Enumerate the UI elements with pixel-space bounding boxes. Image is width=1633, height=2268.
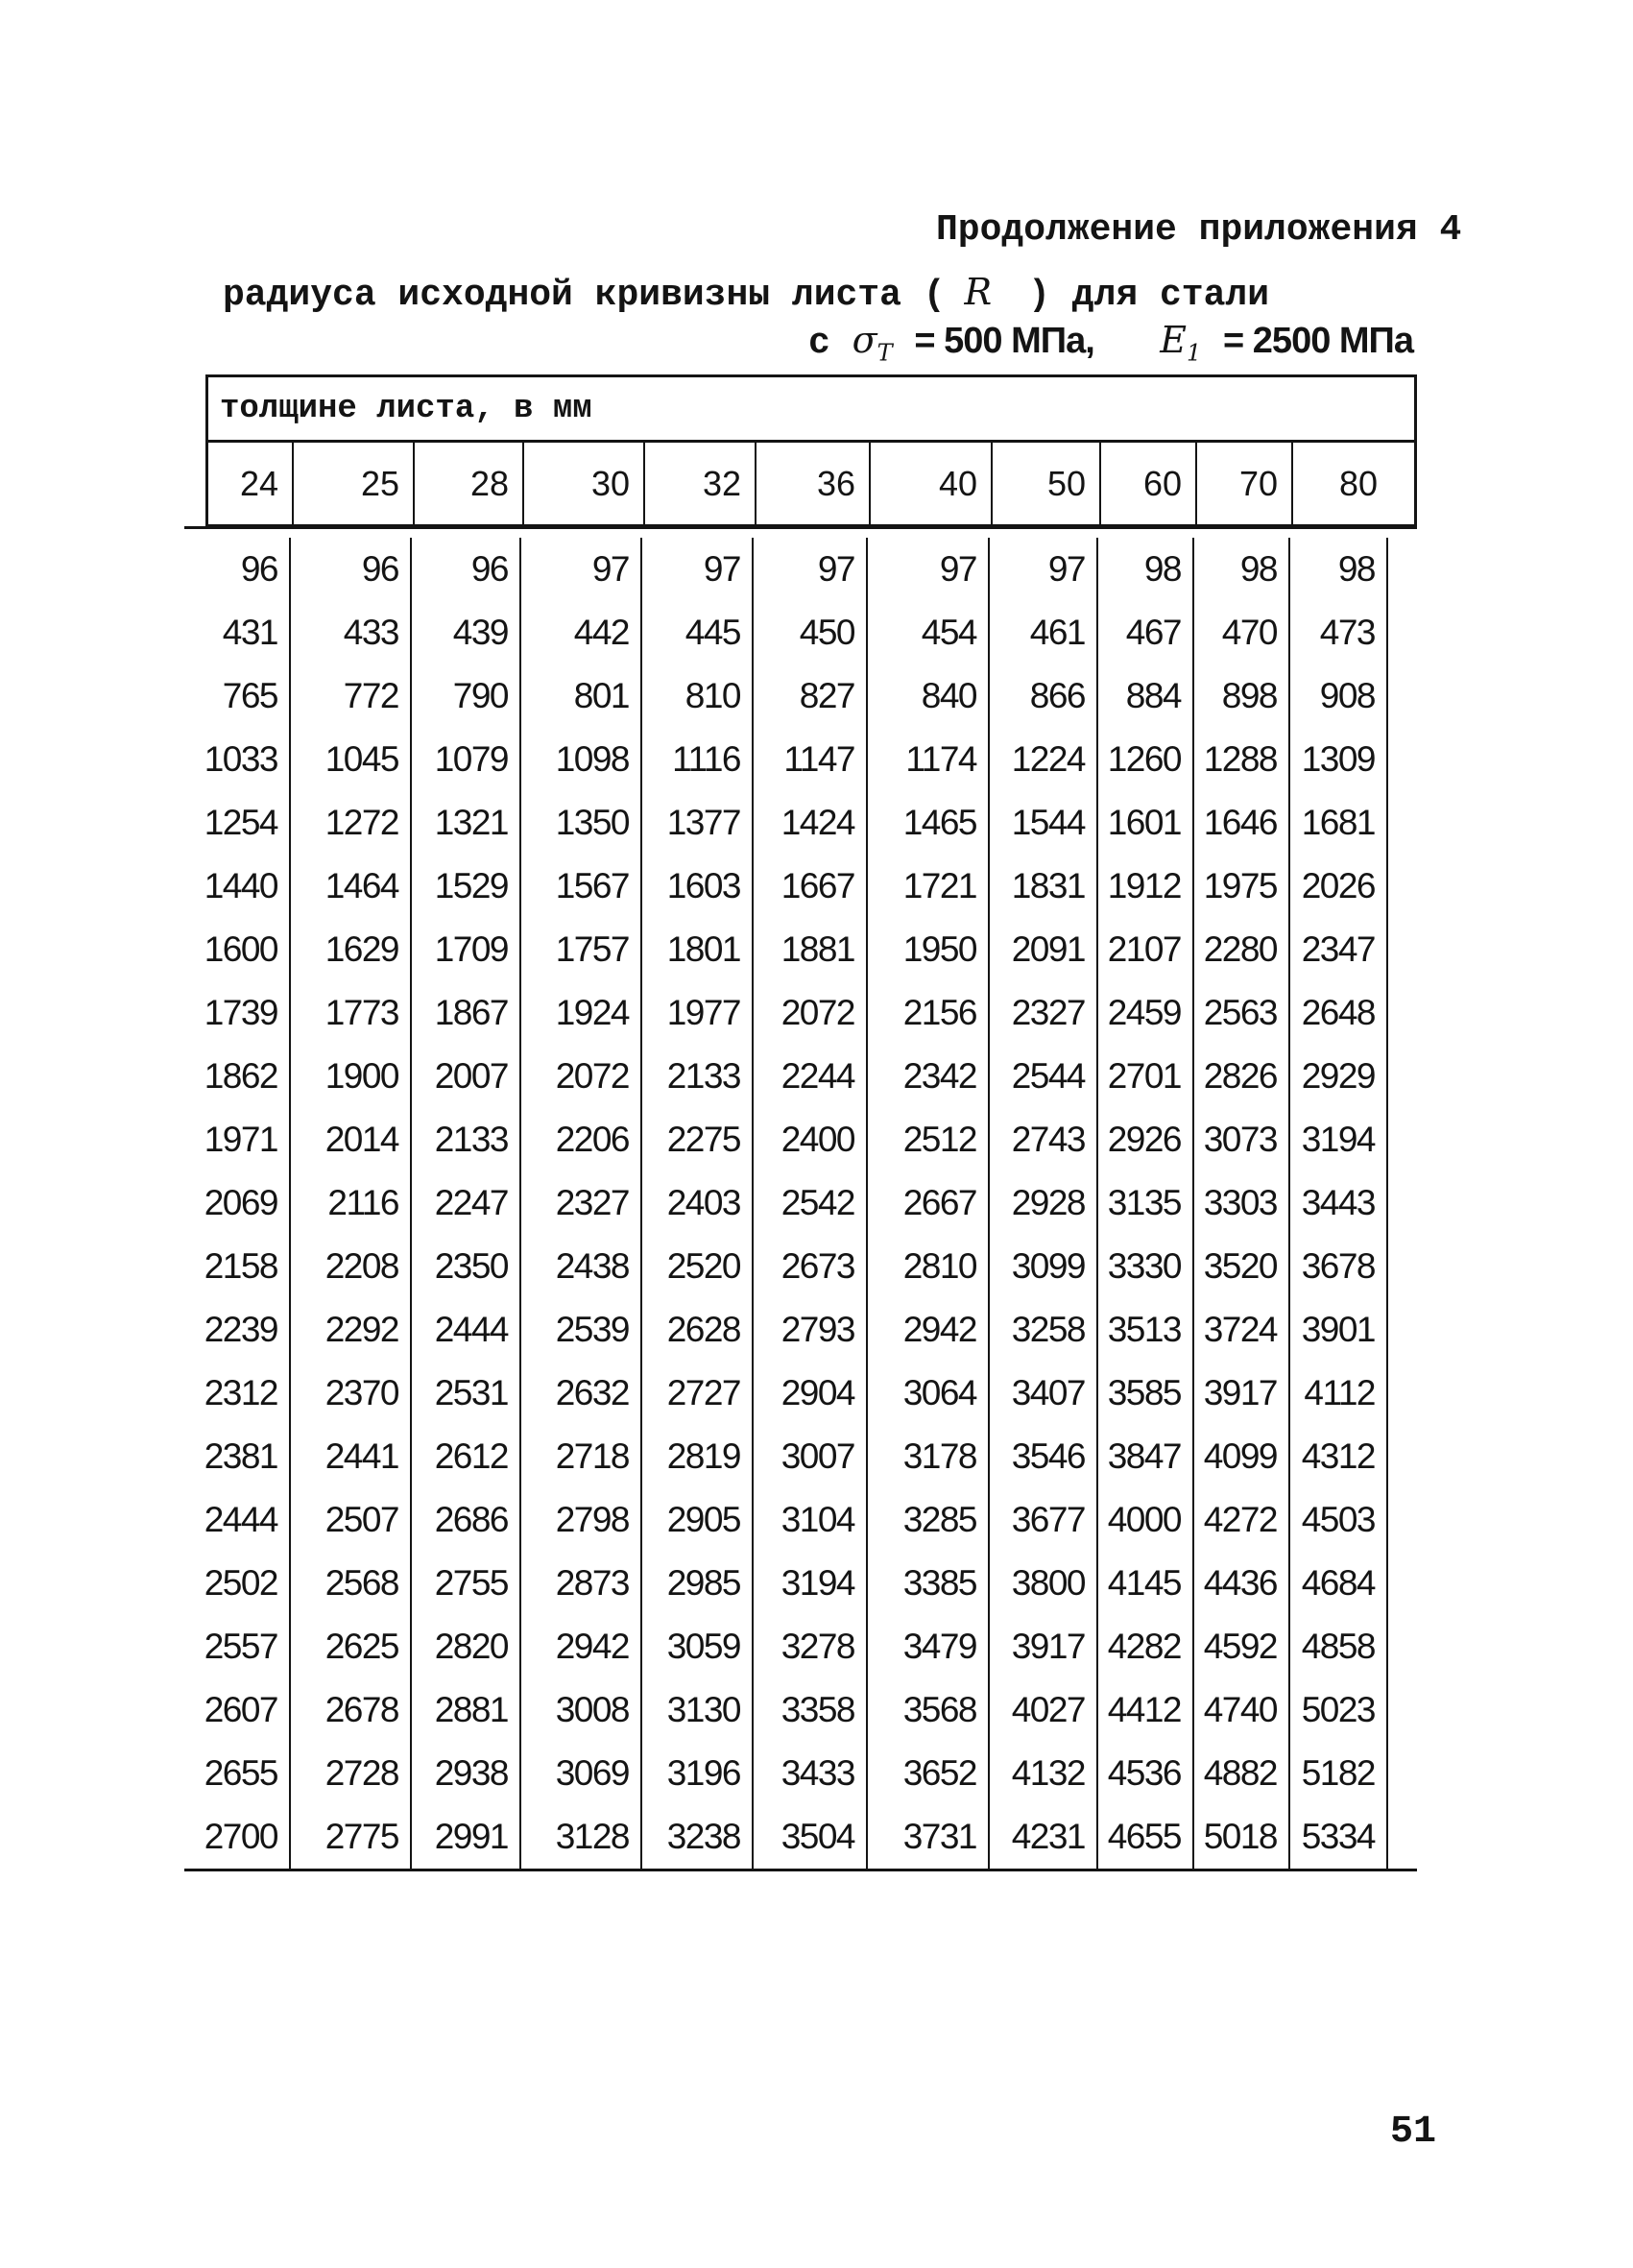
table-cell: 2292: [291, 1298, 412, 1362]
table-cell: 790: [412, 664, 521, 728]
table-cell: 4231: [990, 1805, 1098, 1869]
table-cell: 2444: [184, 1488, 291, 1552]
table-cell: 5018: [1194, 1805, 1290, 1869]
table-cell: 2728: [291, 1742, 412, 1805]
table-cell: 1440: [184, 855, 291, 918]
table-cell: 898: [1194, 664, 1290, 728]
table-cell: 1721: [868, 855, 990, 918]
column-header: 80: [1338, 463, 1378, 503]
table-cell: 3128: [521, 1805, 642, 1869]
title-suffix: ) для стали: [1028, 275, 1269, 316]
table-cell: 2208: [291, 1235, 412, 1298]
table-cell: 1603: [642, 855, 754, 918]
column-header: 60: [1101, 443, 1197, 524]
table-cell: 1321: [412, 791, 521, 855]
table-cell: 4740: [1194, 1678, 1290, 1742]
table-cell: 1465: [868, 791, 990, 855]
table-cell: 2275: [642, 1108, 754, 1171]
table-bottom-rule: [184, 1869, 1417, 1871]
table-cell: 450: [754, 601, 868, 664]
table-cell: 2607: [184, 1678, 291, 1742]
table-cell: 3917: [990, 1615, 1098, 1678]
table-cell: 3443: [1290, 1171, 1388, 1235]
table-cell: 2929: [1290, 1045, 1388, 1108]
table-cell: 3731: [868, 1805, 990, 1869]
table-cell: 1881: [754, 918, 868, 981]
table-cell: 4272: [1194, 1488, 1290, 1552]
table-cell: 2350: [412, 1235, 521, 1298]
table-cell: 4027: [990, 1678, 1098, 1742]
table-cell: 1975: [1194, 855, 1290, 918]
table-cell: 908: [1290, 664, 1388, 728]
table-cell: 3258: [990, 1298, 1098, 1362]
table-cell: 1033: [184, 728, 291, 791]
table-cell: 2239: [184, 1298, 291, 1362]
table-cell: 97: [868, 538, 990, 601]
table-cell: 1288: [1194, 728, 1290, 791]
column-header-row: [205, 440, 1417, 528]
table-cell: 2069: [184, 1171, 291, 1235]
radius-symbol: R: [964, 271, 993, 313]
table-cell: 2819: [642, 1425, 754, 1488]
table-cell: 4282: [1098, 1615, 1194, 1678]
table-cell: 96: [184, 538, 291, 601]
table-cell: 3520: [1194, 1235, 1290, 1298]
table-cell: 2612: [412, 1425, 521, 1488]
table-cell: 3059: [642, 1615, 754, 1678]
table-cell: 1544: [990, 791, 1098, 855]
table-cell: 2156: [868, 981, 990, 1045]
table-cell: 2557: [184, 1615, 291, 1678]
table-cell: 2928: [990, 1171, 1098, 1235]
table-cell: 3135: [1098, 1171, 1194, 1235]
table-row: [184, 1678, 1417, 1742]
table-cell: 2158: [184, 1235, 291, 1298]
table-cell: 1424: [754, 791, 868, 855]
table-cell: 1709: [412, 918, 521, 981]
table-row: [184, 1235, 1417, 1298]
table-cell: 96: [291, 538, 412, 601]
table-cell: 431: [184, 601, 291, 664]
table-cell: 1600: [184, 918, 291, 981]
group-header-label: толщине листа, в мм: [220, 391, 592, 427]
table-cell: 5182: [1290, 1742, 1388, 1805]
table-cell: 2400: [754, 1108, 868, 1171]
table-cell: 2926: [1098, 1108, 1194, 1171]
table-cell: 2820: [412, 1615, 521, 1678]
table-row: [184, 1045, 1417, 1108]
table-cell: 97: [990, 538, 1098, 601]
table-cell: 3196: [642, 1742, 754, 1805]
table-cell: 3901: [1290, 1298, 1388, 1362]
table-cell: 2743: [990, 1108, 1098, 1171]
column-header: 70: [1197, 443, 1293, 524]
table-cell: 2775: [291, 1805, 412, 1869]
table-cell: 1867: [412, 981, 521, 1045]
table-cell: 1309: [1290, 728, 1388, 791]
table-cell: 2206: [521, 1108, 642, 1171]
table-cell: 2793: [754, 1298, 868, 1362]
table-cell: 454: [868, 601, 990, 664]
table-cell: 2625: [291, 1615, 412, 1678]
table-cell: 3194: [1290, 1108, 1388, 1171]
table-cell: 2327: [990, 981, 1098, 1045]
table-row: [184, 918, 1417, 981]
table-cell: 1629: [291, 918, 412, 981]
table-cell: 467: [1098, 601, 1194, 664]
table-cell: 1646: [1194, 791, 1290, 855]
column-header: 25: [294, 443, 415, 524]
table-cell: 4112: [1290, 1362, 1388, 1425]
table-body-top-rule: [184, 526, 1417, 529]
table-cell: 4000: [1098, 1488, 1194, 1552]
table-cell: 1971: [184, 1108, 291, 1171]
table-cell: 4436: [1194, 1552, 1290, 1615]
table-cell: 2873: [521, 1552, 642, 1615]
sigma-subscript: T: [877, 339, 893, 367]
table-cell: 2091: [990, 918, 1098, 981]
table-cell: 2403: [642, 1171, 754, 1235]
table-cell: 2312: [184, 1362, 291, 1425]
column-header: 32: [645, 443, 756, 524]
table-cell: 3585: [1098, 1362, 1194, 1425]
table-cell: 2942: [868, 1298, 990, 1362]
table-cell: 2441: [291, 1425, 412, 1488]
table-cell: 3513: [1098, 1298, 1194, 1362]
table-cell: 3504: [754, 1805, 868, 1869]
table-cell: 4412: [1098, 1678, 1194, 1742]
table-cell: 2342: [868, 1045, 990, 1108]
table-cell: 801: [521, 664, 642, 728]
column-header: 28: [415, 443, 524, 524]
table-cell: 3678: [1290, 1235, 1388, 1298]
table-cell: 4132: [990, 1742, 1098, 1805]
table-cell: 2512: [868, 1108, 990, 1171]
table-cell: 3099: [990, 1235, 1098, 1298]
table-cell: 2628: [642, 1298, 754, 1362]
table-cell: 2539: [521, 1298, 642, 1362]
table-cell: 866: [990, 664, 1098, 728]
e-subscript: 1: [1186, 339, 1202, 367]
table-cell: 3652: [868, 1742, 990, 1805]
table-cell: 1924: [521, 981, 642, 1045]
table-cell: 3073: [1194, 1108, 1290, 1171]
table-cell: 1045: [291, 728, 412, 791]
table-title-line-2: [808, 319, 1413, 367]
table-row: [184, 1108, 1417, 1171]
table-row: [184, 538, 1417, 601]
continuation-label: Продолжение приложения 4: [936, 209, 1462, 251]
table-cell: 4882: [1194, 1742, 1290, 1805]
table-cell: 772: [291, 664, 412, 728]
table-cell: 1977: [642, 981, 754, 1045]
table-cell: 2370: [291, 1362, 412, 1425]
table-cell: 2459: [1098, 981, 1194, 1045]
table-cell: 5023: [1290, 1678, 1388, 1742]
table-cell: 1272: [291, 791, 412, 855]
table-cell: 765: [184, 664, 291, 728]
table-cell: 2014: [291, 1108, 412, 1171]
table-cell: 2542: [754, 1171, 868, 1235]
table-row: [184, 1805, 1417, 1869]
table-cell: 3064: [868, 1362, 990, 1425]
table-cell: 1116: [642, 728, 754, 791]
table-cell: 2133: [642, 1045, 754, 1108]
table-cell: 433: [291, 601, 412, 664]
table-cell: 3917: [1194, 1362, 1290, 1425]
table-cell: 2381: [184, 1425, 291, 1488]
table-cell: 97: [754, 538, 868, 601]
table-cell: 2072: [754, 981, 868, 1045]
table-cell: 97: [642, 538, 754, 601]
table-cell: 1601: [1098, 791, 1194, 855]
table-cell: 1950: [868, 918, 990, 981]
table-cell: 1757: [521, 918, 642, 981]
table-row: [184, 981, 1417, 1045]
table-cell: 2881: [412, 1678, 521, 1742]
table-cell: 3433: [754, 1742, 868, 1805]
column-header: 24: [208, 443, 294, 524]
table-cell: 4312: [1290, 1425, 1388, 1488]
table-cell: 1681: [1290, 791, 1388, 855]
table-cell: 2632: [521, 1362, 642, 1425]
table-cell: 1739: [184, 981, 291, 1045]
table-title-line-1: [223, 271, 1269, 316]
table-cell: 1831: [990, 855, 1098, 918]
table-cell: 2544: [990, 1045, 1098, 1108]
table-cell: 2755: [412, 1552, 521, 1615]
table-cell: 445: [642, 601, 754, 664]
e-value: = 2500 МПа: [1223, 321, 1413, 361]
table-cell: 2502: [184, 1552, 291, 1615]
table-cell: 2678: [291, 1678, 412, 1742]
table-cell: 2107: [1098, 918, 1194, 981]
table-cell: 1260: [1098, 728, 1194, 791]
table-cell: 4503: [1290, 1488, 1388, 1552]
table-cell: 2985: [642, 1552, 754, 1615]
table-cell: 2686: [412, 1488, 521, 1552]
table-cell: 4145: [1098, 1552, 1194, 1615]
table-cell: 2531: [412, 1362, 521, 1425]
table-cell: 1350: [521, 791, 642, 855]
table-cell: 1147: [754, 728, 868, 791]
table-row: [184, 791, 1417, 855]
column-header: 50: [993, 443, 1101, 524]
table-cell: 3194: [754, 1552, 868, 1615]
table-cell: 2700: [184, 1805, 291, 1869]
table-cell: 2327: [521, 1171, 642, 1235]
table-cell: 2507: [291, 1488, 412, 1552]
table-cell: 2347: [1290, 918, 1388, 981]
table-cell: 2655: [184, 1742, 291, 1805]
table-row: [184, 1298, 1417, 1362]
table-cell: 2563: [1194, 981, 1290, 1045]
table-cell: 3104: [754, 1488, 868, 1552]
table-cell: 4655: [1098, 1805, 1194, 1869]
table-row: [184, 1742, 1417, 1805]
table-row: [184, 728, 1417, 791]
table-cell: 2904: [754, 1362, 868, 1425]
table-row: [184, 1425, 1417, 1488]
table-cell: 1224: [990, 728, 1098, 791]
table-row: [184, 601, 1417, 664]
table-cell: 439: [412, 601, 521, 664]
table-cell: 2568: [291, 1552, 412, 1615]
table-row: [184, 664, 1417, 728]
column-header: 40: [871, 443, 993, 524]
table-cell: 2991: [412, 1805, 521, 1869]
table-cell: 3358: [754, 1678, 868, 1742]
title-with-prefix: с: [808, 323, 830, 364]
table-cell: 1773: [291, 981, 412, 1045]
table-cell: 1801: [642, 918, 754, 981]
table-cell: 3130: [642, 1678, 754, 1742]
table-cell: 1464: [291, 855, 412, 918]
table-cell: 3178: [868, 1425, 990, 1488]
e-symbol: E: [1160, 319, 1187, 361]
table-cell: 4099: [1194, 1425, 1290, 1488]
table-cell: 2247: [412, 1171, 521, 1235]
table-cell: 470: [1194, 601, 1290, 664]
table-cell: 3330: [1098, 1235, 1194, 1298]
table-cell: 3303: [1194, 1171, 1290, 1235]
table-cell: 2648: [1290, 981, 1388, 1045]
table-row: [184, 1615, 1417, 1678]
title-prefix: радиуса исходной кривизны листа (: [223, 275, 946, 316]
table-cell: 2938: [412, 1742, 521, 1805]
table-cell: 1900: [291, 1045, 412, 1108]
table-row: [184, 855, 1417, 918]
table-cell: 810: [642, 664, 754, 728]
table-cell: 3008: [521, 1678, 642, 1742]
table-cell: 2826: [1194, 1045, 1290, 1108]
table-row: [184, 1488, 1417, 1552]
table-cell: 96: [412, 538, 521, 601]
table-row: [184, 1552, 1417, 1615]
table-cell: 3069: [521, 1742, 642, 1805]
table-cell: 3407: [990, 1362, 1098, 1425]
table-cell: 2520: [642, 1235, 754, 1298]
table-cell: 4684: [1290, 1552, 1388, 1615]
table-cell: 1079: [412, 728, 521, 791]
table-cell: 2673: [754, 1235, 868, 1298]
table-cell: 1862: [184, 1045, 291, 1108]
group-header-cell: [205, 374, 1417, 440]
table-row: [184, 1362, 1417, 1425]
table-cell: 461: [990, 601, 1098, 664]
table-cell: 4858: [1290, 1615, 1388, 1678]
table-cell: 2942: [521, 1615, 642, 1678]
table-cell: 2718: [521, 1425, 642, 1488]
table-cell: 3724: [1194, 1298, 1290, 1362]
table-cell: 3677: [990, 1488, 1098, 1552]
table-cell: 98: [1290, 538, 1388, 601]
table-cell: 442: [521, 601, 642, 664]
table-cell: 2133: [412, 1108, 521, 1171]
table-cell: 2244: [754, 1045, 868, 1108]
table-cell: 2116: [291, 1171, 412, 1235]
table-cell: 2026: [1290, 855, 1388, 918]
column-header: 30: [524, 443, 645, 524]
table-cell: 3285: [868, 1488, 990, 1552]
table-cell: 2810: [868, 1235, 990, 1298]
table-cell: 1567: [521, 855, 642, 918]
table-cell: 2007: [412, 1045, 521, 1108]
table-cell: 2280: [1194, 918, 1290, 981]
table-cell: 4536: [1098, 1742, 1194, 1805]
table-cell: 3238: [642, 1805, 754, 1869]
table-cell: 2701: [1098, 1045, 1194, 1108]
table-cell: 98: [1098, 538, 1194, 601]
sigma-symbol: σ: [852, 319, 877, 361]
table-cell: 3546: [990, 1425, 1098, 1488]
table-cell: 827: [754, 664, 868, 728]
table-cell: 1174: [868, 728, 990, 791]
table-cell: 840: [868, 664, 990, 728]
table-cell: 1254: [184, 791, 291, 855]
sigma-value: = 500 МПа,: [914, 321, 1094, 361]
table-cell: 1912: [1098, 855, 1194, 918]
table-cell: 2438: [521, 1235, 642, 1298]
table-cell: 3847: [1098, 1425, 1194, 1488]
table-cell: 98: [1194, 538, 1290, 601]
table-cell: 5334: [1290, 1805, 1388, 1869]
table-cell: 3479: [868, 1615, 990, 1678]
table-cell: 97: [521, 538, 642, 601]
table-cell: 2905: [642, 1488, 754, 1552]
table-cell: 3007: [754, 1425, 868, 1488]
column-header: 36: [756, 443, 871, 524]
table-cell: 884: [1098, 664, 1194, 728]
table-body: [184, 528, 1417, 1869]
table-row: [184, 1171, 1417, 1235]
table-cell: 2727: [642, 1362, 754, 1425]
table-cell: 3278: [754, 1615, 868, 1678]
table-cell: 2667: [868, 1171, 990, 1235]
table-cell: 473: [1290, 601, 1388, 664]
table-cell: 1377: [642, 791, 754, 855]
table-cell: 3385: [868, 1552, 990, 1615]
table-cell: 2798: [521, 1488, 642, 1552]
table-cell: 2072: [521, 1045, 642, 1108]
table-cell: 3800: [990, 1552, 1098, 1615]
table-cell: 1529: [412, 855, 521, 918]
table-cell: 4592: [1194, 1615, 1290, 1678]
table-cell: 3568: [868, 1678, 990, 1742]
table-cell: 2444: [412, 1298, 521, 1362]
table-cell: 1667: [754, 855, 868, 918]
page-number: 51: [1390, 2111, 1437, 2154]
table-cell: 1098: [521, 728, 642, 791]
